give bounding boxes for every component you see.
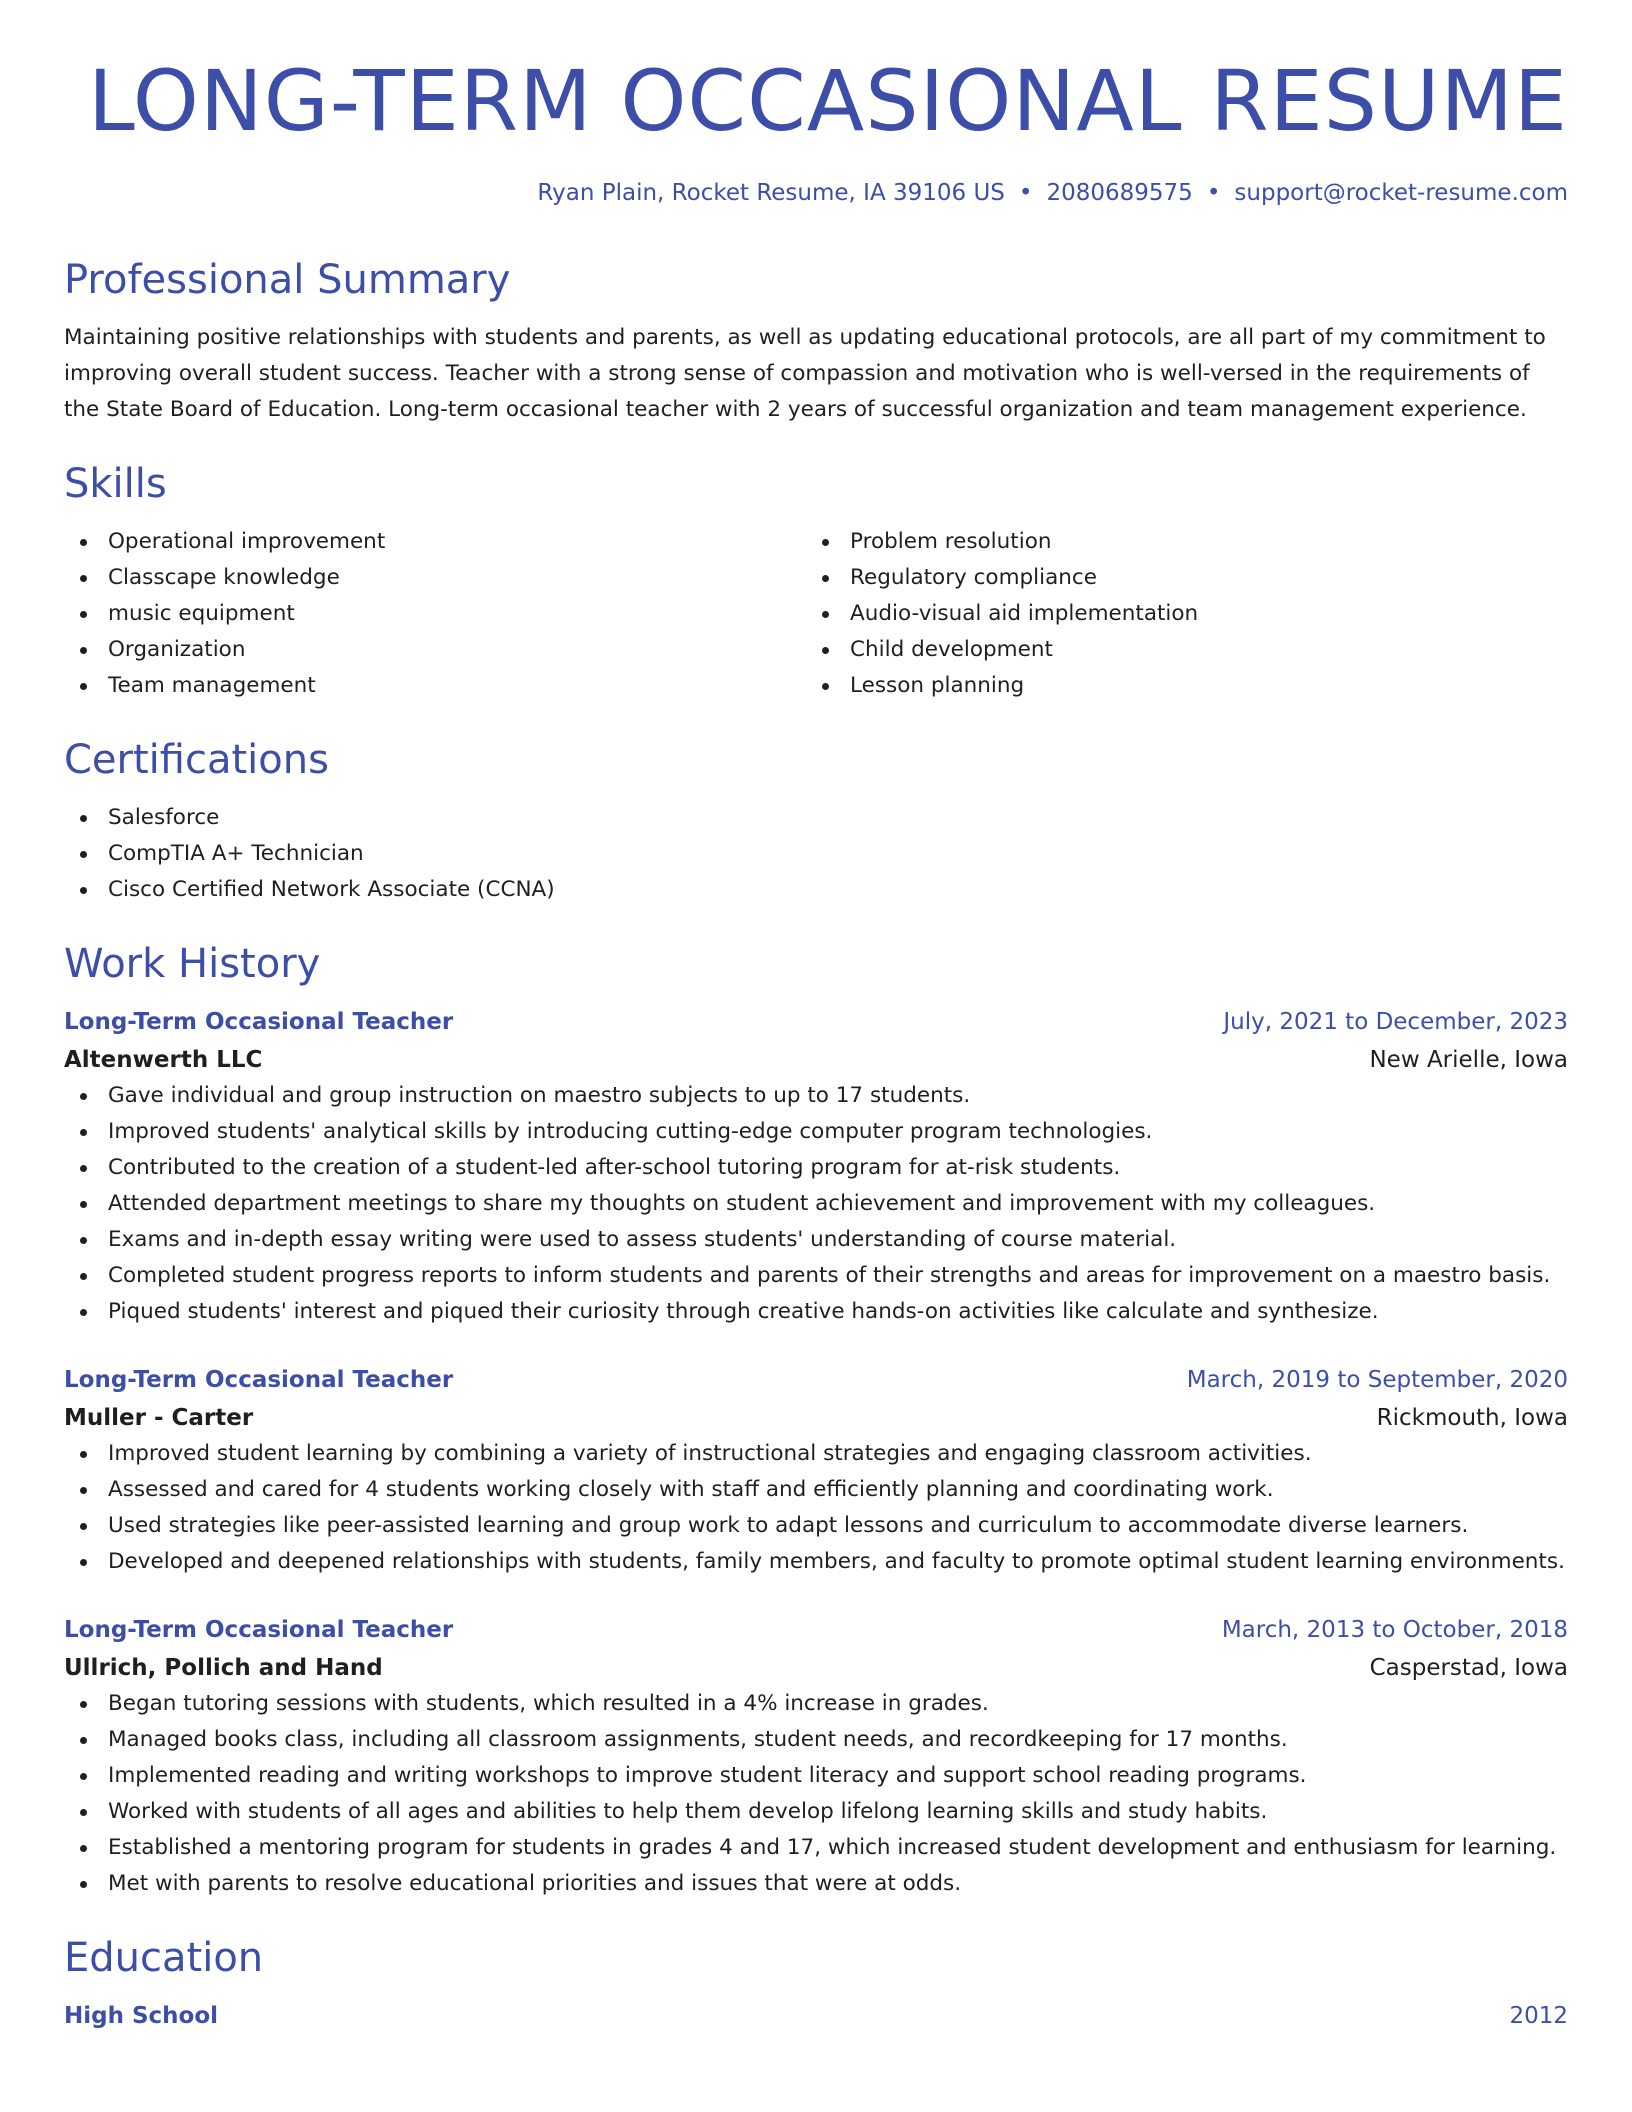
skill-item: Audio-visual aid implementation bbox=[806, 596, 1548, 632]
job-bullet: Exams and in-depth essay writing were used to assess students' understanding of course material. bbox=[64, 1222, 1568, 1258]
job-bullets bbox=[64, 1436, 1568, 1580]
certification-item: Salesforce bbox=[64, 800, 1568, 836]
job-title: Long-Term Occasional Teacher bbox=[64, 1617, 454, 1643]
job-bullet: Began tutoring sessions with students, which resulted in a 4% increase in grades. bbox=[64, 1686, 1568, 1722]
job-bullet: Implemented reading and writing workshops to improve student literacy and support school reading programs. bbox=[64, 1758, 1568, 1794]
job-entry bbox=[64, 1004, 1568, 1330]
job-entry bbox=[64, 1362, 1568, 1580]
job-bullet: Assessed and cared for 4 students working closely with staff and efficiently planning and coordinating work. bbox=[64, 1472, 1568, 1508]
summary-heading: Professional Summary bbox=[64, 257, 511, 303]
job-title: Long-Term Occasional Teacher bbox=[64, 1009, 454, 1035]
job-bullet: Established a mentoring program for students in grades 4 and 17, which increased student development and enthusiasm for learning. bbox=[64, 1830, 1568, 1866]
job-bullet: Gave individual and group instruction on maestro subjects to up to 17 students. bbox=[64, 1078, 1568, 1114]
certifications-list bbox=[64, 800, 1568, 908]
job-location: Rickmouth, Iowa bbox=[1376, 1405, 1568, 1431]
job-bullets bbox=[64, 1686, 1568, 1902]
skills-right-column bbox=[806, 524, 1548, 704]
skill-item: Child development bbox=[806, 632, 1548, 668]
education-title: High School bbox=[64, 2003, 219, 2029]
contact-phone: 2080689575 bbox=[1046, 180, 1193, 206]
job-bullet: Attended department meetings to share my thoughts on student achievement and improvement with my colleagues. bbox=[64, 1186, 1568, 1222]
summary-text: Maintaining positive relationships with students and parents, as well as updating educational protocols, are all part of my commitment to improving overall student success. Teacher with a strong sense of compassion and motivation who is well-versed in the requirements of the State Board of Education. Long-term occasional teacher with 2 years of successful organization and team management experience. bbox=[64, 325, 1546, 422]
contact-line bbox=[64, 178, 1568, 208]
skills-left-column bbox=[64, 524, 806, 704]
job-location: Casperstad, Iowa bbox=[1369, 1655, 1568, 1681]
job-bullet: Improved student learning by combining a variety of instructional strategies and engaging classroom activities. bbox=[64, 1436, 1568, 1472]
skills-heading: Skills bbox=[64, 461, 167, 507]
job-bullet: Met with parents to resolve educational priorities and issues that were at odds. bbox=[64, 1866, 1568, 1902]
skill-item: Lesson planning bbox=[806, 668, 1548, 704]
job-bullet: Developed and deepened relationships with students, family members, and faculty to promote optimal student learning environments. bbox=[64, 1544, 1568, 1580]
skill-item: Regulatory compliance bbox=[806, 560, 1548, 596]
job-employer: Ullrich, Pollich and Hand bbox=[64, 1655, 383, 1681]
resume-page bbox=[64, 0, 1568, 2034]
skill-item: music equipment bbox=[64, 596, 806, 632]
work-history-heading: Work History bbox=[64, 941, 321, 987]
contact-email[interactable]: support@rocket-resume.com bbox=[1234, 180, 1568, 206]
certification-item: CompTIA A+ Technician bbox=[64, 836, 1568, 872]
skill-item: Team management bbox=[64, 668, 806, 704]
resume-title: LONG-TERM OCCASIONAL RESUME bbox=[87, 52, 1568, 150]
education-heading: Education bbox=[64, 1935, 264, 1981]
job-bullet: Contributed to the creation of a student-led after-school tutoring program for at-risk students. bbox=[64, 1150, 1568, 1186]
job-employer: Altenwerth LLC bbox=[64, 1047, 263, 1073]
skill-item: Classcape knowledge bbox=[64, 560, 806, 596]
job-bullet: Managed books class, including all classroom assignments, student needs, and recordkeeping for 17 months. bbox=[64, 1722, 1568, 1758]
contact-separator: • bbox=[1018, 180, 1033, 206]
skill-item: Problem resolution bbox=[806, 524, 1548, 560]
job-employer: Muller - Carter bbox=[64, 1405, 254, 1431]
education-entry bbox=[64, 1998, 1568, 2034]
job-dates: March, 2013 to October, 2018 bbox=[1221, 1617, 1568, 1643]
contact-address: Ryan Plain, Rocket Resume, IA 39106 US bbox=[537, 180, 1005, 206]
job-bullet: Improved students' analytical skills by introducing cutting-edge computer program technologies. bbox=[64, 1114, 1568, 1150]
certifications-heading: Certifications bbox=[64, 737, 329, 783]
job-bullets bbox=[64, 1078, 1568, 1330]
certification-item: Cisco Certified Network Associate (CCNA) bbox=[64, 872, 1568, 908]
job-bullet: Worked with students of all ages and abilities to help them develop lifelong learning skills and study habits. bbox=[64, 1794, 1568, 1830]
job-bullet: Used strategies like peer-assisted learning and group work to adapt lessons and curriculum to accommodate diverse learners. bbox=[64, 1508, 1568, 1544]
job-dates: July, 2021 to December, 2023 bbox=[1223, 1009, 1568, 1035]
job-dates: March, 2019 to September, 2020 bbox=[1186, 1367, 1568, 1393]
skills-grid bbox=[64, 524, 1568, 704]
contact-separator: • bbox=[1206, 180, 1221, 206]
job-entry bbox=[64, 1612, 1568, 1902]
skill-item: Operational improvement bbox=[64, 524, 806, 560]
education-dates: 2012 bbox=[1509, 2003, 1568, 2029]
job-title: Long-Term Occasional Teacher bbox=[64, 1367, 454, 1393]
job-bullet: Completed student progress reports to inform students and parents of their strengths and areas for improvement on a maestro basis. bbox=[64, 1258, 1568, 1294]
job-bullet: Piqued students' interest and piqued their curiosity through creative hands-on activities like calculate and synthesize. bbox=[64, 1294, 1568, 1330]
job-location: New Arielle, Iowa bbox=[1369, 1047, 1568, 1073]
skill-item: Organization bbox=[64, 632, 806, 668]
